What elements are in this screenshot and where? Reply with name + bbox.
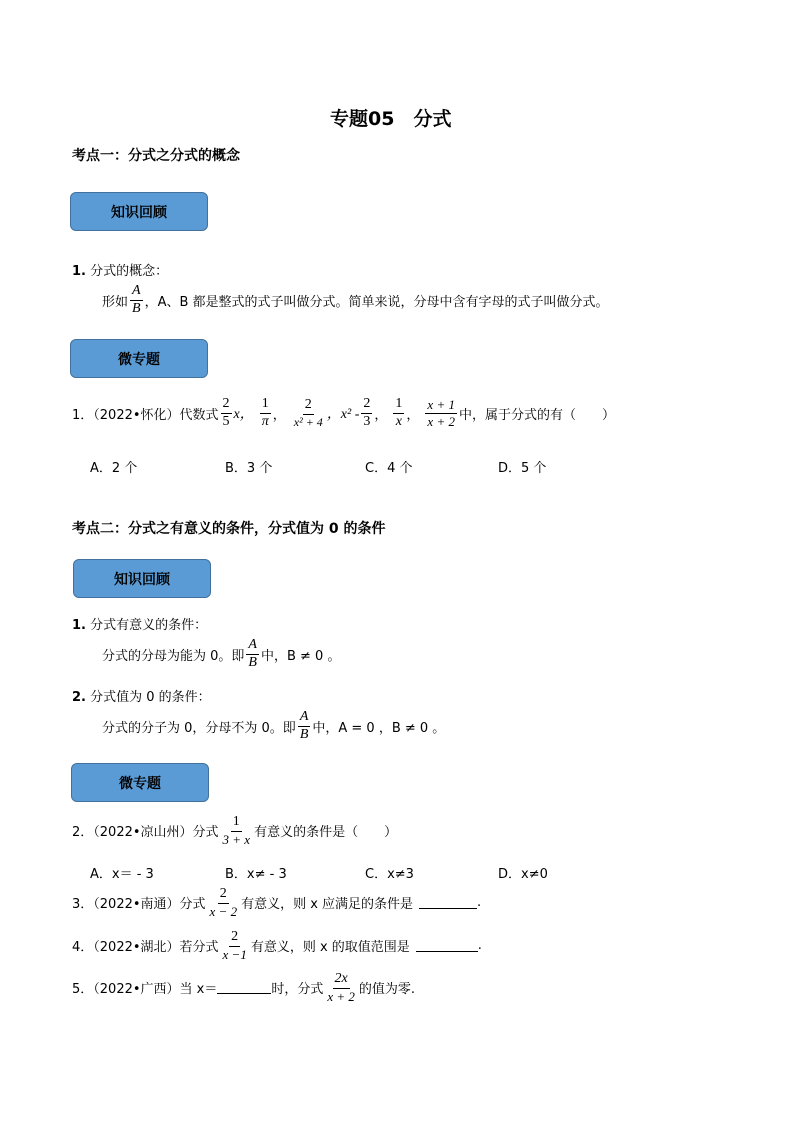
condition-2-text: 分式值为 0 的条件： [90, 690, 211, 705]
q1-option-b[interactable]: B．3 个 [225, 461, 273, 476]
fraction-numerator: 1 [393, 397, 404, 414]
condition-1-body [102, 638, 340, 670]
fraction-numerator: 2 [303, 398, 314, 415]
q1-fraction-3 [292, 398, 325, 428]
question-5 [72, 972, 415, 1003]
question-1-suffix: 中，属于分式的有（ ） [458, 407, 615, 423]
fraction-denominator: 3 + x [222, 831, 251, 847]
fraction-a-over-b [246, 638, 259, 670]
q1-option-c[interactable]: C．4 个 [365, 461, 413, 476]
concept-definition [102, 284, 609, 316]
question-1 [72, 397, 615, 429]
fraction-numerator: A [298, 710, 311, 727]
question-3-suffix: 有意义，则 x 应满足的条件是 [241, 897, 414, 913]
concept-heading-number: 1. [72, 264, 86, 279]
special-topic-label: 微专题 [118, 351, 160, 368]
question-3 [72, 887, 481, 918]
q5-answer-blank[interactable] [217, 981, 271, 994]
fraction-numerator: 1 [260, 397, 271, 414]
question-4-end: . [477, 938, 482, 954]
fraction-denominator: B [299, 726, 309, 742]
q2-option-c[interactable]: C．x≠3 [365, 867, 414, 882]
q3-fraction [208, 887, 240, 918]
question-2-suffix: 有意义的条件是（ ） [254, 825, 398, 841]
question-5-suffix: 的值为零. [358, 982, 416, 998]
fraction-numerator: A [130, 284, 143, 301]
page-title: 专题05 分式 [330, 108, 452, 130]
knowledge-review-label: 知识回顾 [111, 204, 167, 221]
concept-heading-text: 分式的概念： [90, 264, 169, 279]
fraction-denominator: x² + 4 [293, 414, 323, 429]
condition-2-heading [72, 686, 211, 705]
knowledge-review-tag-2 [73, 559, 211, 598]
fraction-numerator: 2 [361, 397, 372, 414]
q1-sep-2: ， [272, 407, 286, 423]
q1-fraction-5 [393, 397, 404, 429]
q1-sep-3: ，x² - [326, 407, 360, 423]
concept-text-pre: 形如 [102, 294, 129, 310]
q2-option-b[interactable]: B．x≠ - 3 [225, 867, 287, 882]
q3-answer-blank[interactable] [419, 896, 477, 909]
special-topic-tag-1 [70, 339, 208, 378]
fraction-a-over-b [130, 284, 143, 316]
fraction-denominator: x [395, 413, 403, 429]
q1-fraction-2 [260, 397, 271, 429]
condition-2-pre: 分式的分子为 0，分母不为 0。即 [102, 720, 296, 736]
concept-heading [72, 260, 168, 279]
question-2 [72, 815, 397, 846]
condition-2-number: 2. [72, 690, 86, 705]
question-5-prefix: 5．（2022•广西）当 x＝ [72, 982, 218, 998]
q1-fraction-4 [361, 397, 372, 429]
q2-option-a[interactable]: A．x＝ - 3 [90, 867, 154, 882]
q1-fraction-6 [425, 398, 457, 428]
condition-1-number: 1. [72, 618, 86, 633]
condition-1-post: 中，B ≠ 0 。 [260, 648, 341, 664]
q2-option-d[interactable]: D．x≠0 [498, 867, 548, 882]
fraction-denominator: x − 2 [209, 903, 238, 919]
special-topic-tag-2 [71, 763, 209, 802]
fraction-numerator: x + 1 [427, 397, 455, 413]
condition-1-pre: 分式的分母为能为 0。即 [102, 648, 245, 664]
q2-fraction [221, 815, 253, 846]
question-5-mid: 时，分式 [271, 982, 324, 998]
fraction-numerator: 2 [221, 397, 232, 414]
q1-sep-1: x， [233, 407, 254, 423]
q1-fraction-1 [221, 397, 232, 429]
question-4-prefix: 4．（2022•湖北）若分式 [72, 940, 219, 956]
fraction-a-over-b [298, 710, 311, 742]
q4-fraction [221, 930, 249, 961]
fraction-denominator: x −1 [222, 946, 247, 962]
fraction-numerator: 2 [218, 887, 229, 904]
q1-option-a[interactable]: A．2 个 [90, 461, 138, 476]
section-1-heading: 考点一：分式之分式的概念 [72, 148, 240, 164]
fraction-numerator: 2x [333, 972, 350, 989]
q5-fraction [325, 972, 357, 1003]
q4-answer-blank[interactable] [416, 939, 478, 952]
question-3-prefix: 3．（2022•南通）分式 [72, 897, 206, 913]
condition-1-text: 分式有意义的条件： [90, 618, 208, 633]
question-1-prefix: 1．（2022•怀化）代数式 [72, 407, 219, 423]
condition-2-post: 中，A = 0 ，B ≠ 0 。 [312, 720, 446, 736]
knowledge-review-label: 知识回顾 [114, 571, 170, 588]
fraction-numerator: 2 [229, 930, 240, 947]
question-3-end: . [477, 895, 482, 911]
special-topic-label: 微专题 [119, 775, 161, 792]
q1-sep-5: ， [406, 407, 420, 423]
fraction-denominator: 3 [363, 413, 371, 429]
fraction-denominator: x + 2 [327, 988, 355, 1004]
concept-text-post: ，A、B 都是整式的式子叫做分式。简单来说，分母中含有字母的式子叫做分式。 [144, 294, 609, 310]
knowledge-review-tag-1 [70, 192, 208, 231]
fraction-denominator: π [261, 413, 269, 429]
fraction-denominator: x + 2 [427, 413, 455, 429]
condition-1-heading [72, 614, 207, 633]
q1-sep-4: ， [374, 407, 388, 423]
question-4-suffix: 有意义，则 x 的取值范围是 [250, 940, 410, 956]
fraction-numerator: 1 [231, 815, 242, 832]
fraction-denominator: B [248, 654, 257, 670]
condition-2-body [102, 710, 445, 742]
fraction-denominator: B [132, 300, 141, 316]
question-4 [72, 930, 482, 961]
q1-option-d[interactable]: D．5 个 [498, 461, 547, 476]
fraction-denominator: 5 [222, 413, 230, 429]
fraction-numerator: A [246, 638, 259, 655]
section-2-heading: 考点二：分式之有意义的条件，分式值为 0 的条件 [72, 521, 386, 537]
question-2-prefix: 2．（2022•凉山州）分式 [72, 825, 219, 841]
